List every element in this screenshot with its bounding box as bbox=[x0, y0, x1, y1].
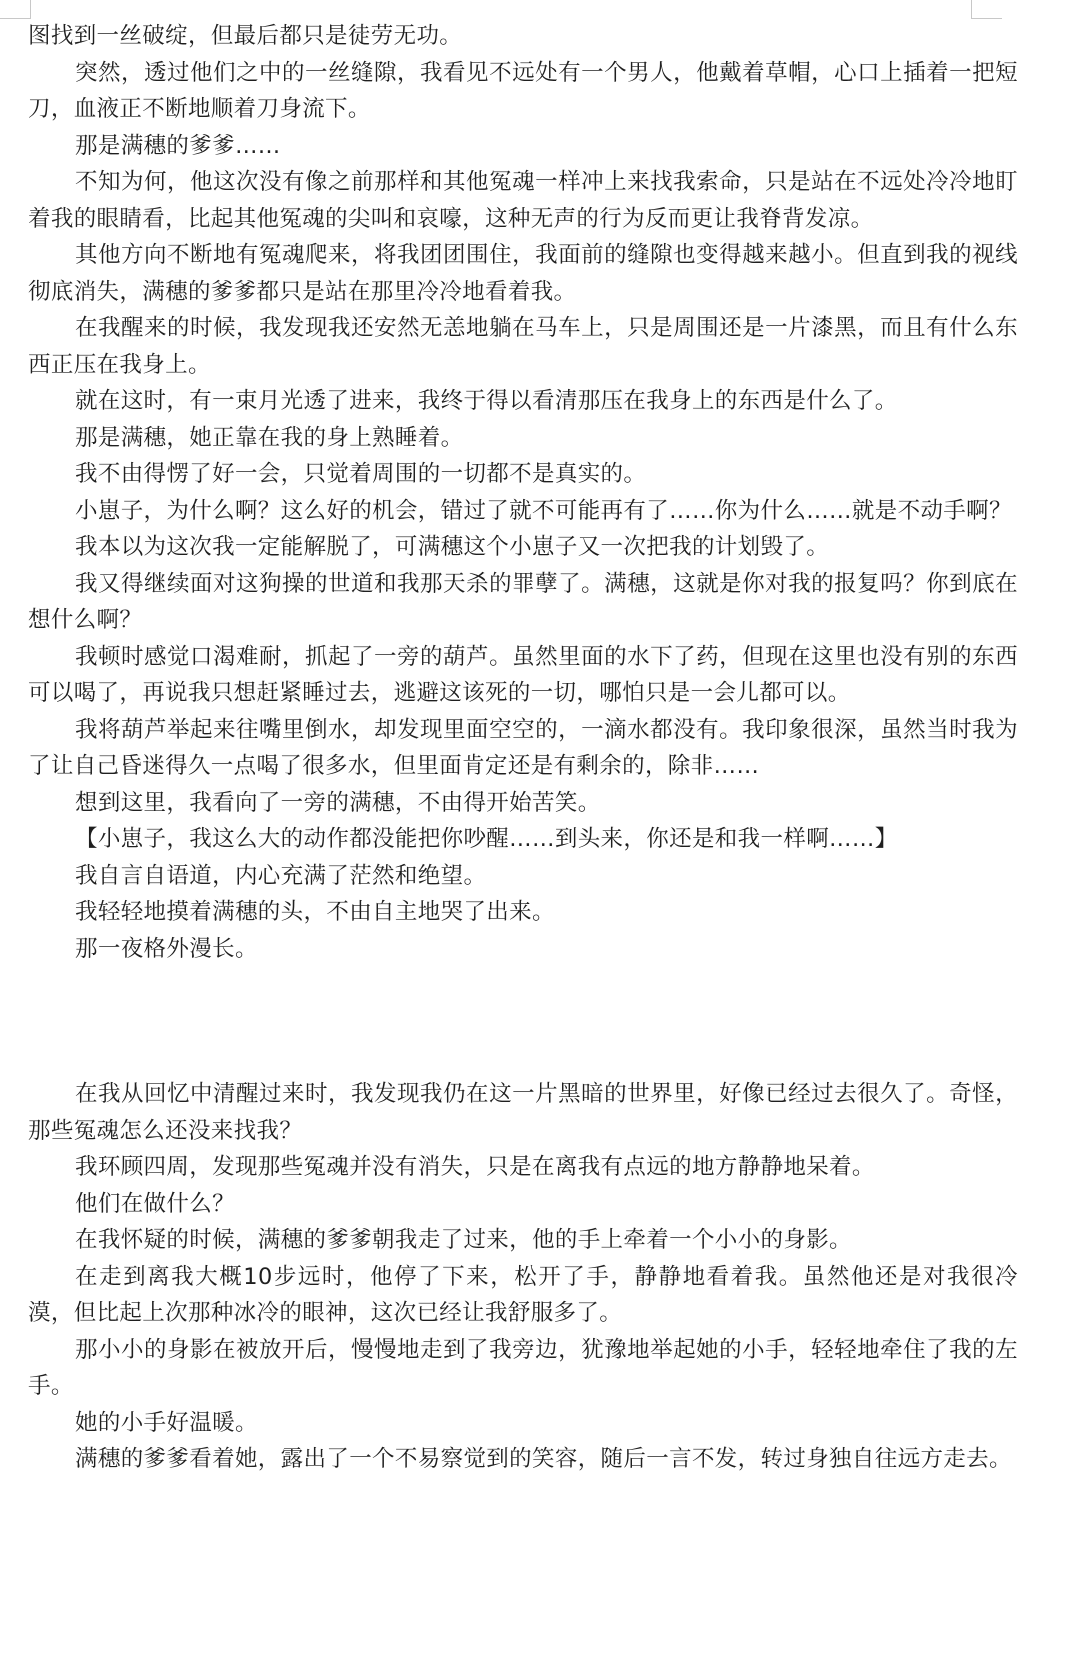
paragraph: 我顿时感觉口渴难耐，抓起了一旁的葫芦。虽然里面的水下了药，但现在这里也没有别的东西可以喝了，再说我只想赶紧睡过去，逃避这该死的一切，哪怕只是一会儿都可以。 bbox=[28, 643, 1018, 706]
paragraph: 在我醒来的时候，我发现我还安然无恙地躺在马车上，只是周围还是一片漆黑，而且有什么东西正压在我身上。 bbox=[28, 315, 1018, 378]
paragraph: 那是满穗的爹爹…… bbox=[75, 132, 281, 159]
paragraph: 我轻轻地摸着满穗的头，不由自主地哭了出来。 bbox=[75, 899, 555, 925]
paragraph: 那一夜格外漫长。 bbox=[75, 935, 258, 962]
paragraph: 我自言自语道，内心充满了茫然和绝望。 bbox=[75, 862, 487, 889]
paragraph: 我环顾四周，发现那些冤魂并没有消失，只是在离我有点远的地方静静地呆着。 bbox=[75, 1154, 875, 1180]
paragraph: 【小崽子，我这么大的动作都没能把你吵醒……到头来，你还是和我一样啊……】 bbox=[75, 826, 898, 852]
paragraph: 我又得继续面对这狗操的世道和我那天杀的罪孽了。满穗，这就是你对我的报复吗？你到底在想什么啊？ bbox=[28, 570, 1018, 633]
paragraph: 那小小的身影在被放开后，慢慢地走到了我旁边，犹豫地举起她的小手，轻轻地牵住了我的左手。 bbox=[28, 1336, 1018, 1399]
paragraph: 不知为何，他这次没有像之前那样和其他冤魂一样冲上来找我索命，只是站在不远处冷冷地盯着我的眼睛看，比起其他冤魂的尖叫和哀嚎，这种无声的行为反而更让我脊背发凉。 bbox=[28, 169, 1018, 232]
paragraph: 我不由得愣了好一会，只觉着周围的一切都不是真实的。 bbox=[75, 461, 647, 487]
paragraph: 在我怀疑的时候，满穗的爹爹朝我走了过来，他的手上牵着一个小小的身影。 bbox=[75, 1227, 852, 1253]
document-body bbox=[28, 18, 1018, 1478]
paragraph: 想到这里，我看向了一旁的满穗，不由得开始苦笑。 bbox=[75, 789, 601, 816]
paragraph: 我本以为这次我一定能解脱了，可满穗这个小崽子又一次把我的计划毁了。 bbox=[75, 534, 830, 560]
paragraph: 就在这时，有一束月光透了进来，我终于得以看清那压在我身上的东西是什么了。 bbox=[75, 388, 898, 414]
section-break bbox=[28, 967, 1018, 1076]
paragraph: 她的小手好温暖。 bbox=[75, 1409, 258, 1436]
paragraph: 在我从回忆中清醒过来时，我发现我仍在这一片黑暗的世界里，好像已经过去很久了。奇怪，那些冤魂怎么还没来找我？ bbox=[28, 1081, 1018, 1144]
page-corner-marker-left bbox=[0, 0, 31, 19]
paragraph: 小崽子，为什么啊？这么好的机会，错过了就不可能再有了……你为什么……就是不动手啊？ bbox=[75, 497, 1012, 524]
paragraph: 突然，透过他们之中的一丝缝隙，我看见不远处有一个男人，他戴着草帽，心口上插着一把短刀，血液正不断地顺着刀身流下。 bbox=[28, 59, 1018, 122]
page-corner-marker-right bbox=[971, 0, 1002, 19]
paragraph: 他们在做什么？ bbox=[75, 1190, 235, 1217]
paragraph: 那是满穗，她正靠在我的身上熟睡着。 bbox=[75, 424, 464, 451]
paragraph: 其他方向不断地有冤魂爬来，将我团团围住，我面前的缝隙也变得越来越小。但直到我的视线彻底消失，满穗的爹爹都只是站在那里冷冷地看着我。 bbox=[28, 242, 1018, 305]
paragraph: 满穗的爹爹看着她，露出了一个不易察觉到的笑容，随后一言不发，转过身独自往远方走去。 bbox=[75, 1446, 1012, 1472]
paragraph: 在走到离我大概10步远时，他停了下来，松开了手，静静地看着我。虽然他还是对我很冷漠，但比起上次那种冰冷的眼神，这次已经让我舒服多了。 bbox=[28, 1263, 1018, 1326]
paragraph: 我将葫芦举起来往嘴里倒水，却发现里面空空的，一滴水都没有。我印象很深，虽然当时我为了让自己昏迷得久一点喝了很多水，但里面肯定还是有剩余的，除非…… bbox=[28, 716, 1018, 779]
paragraph: 图找到一丝破绽，但最后都只是徒劳无功。 bbox=[28, 23, 463, 49]
